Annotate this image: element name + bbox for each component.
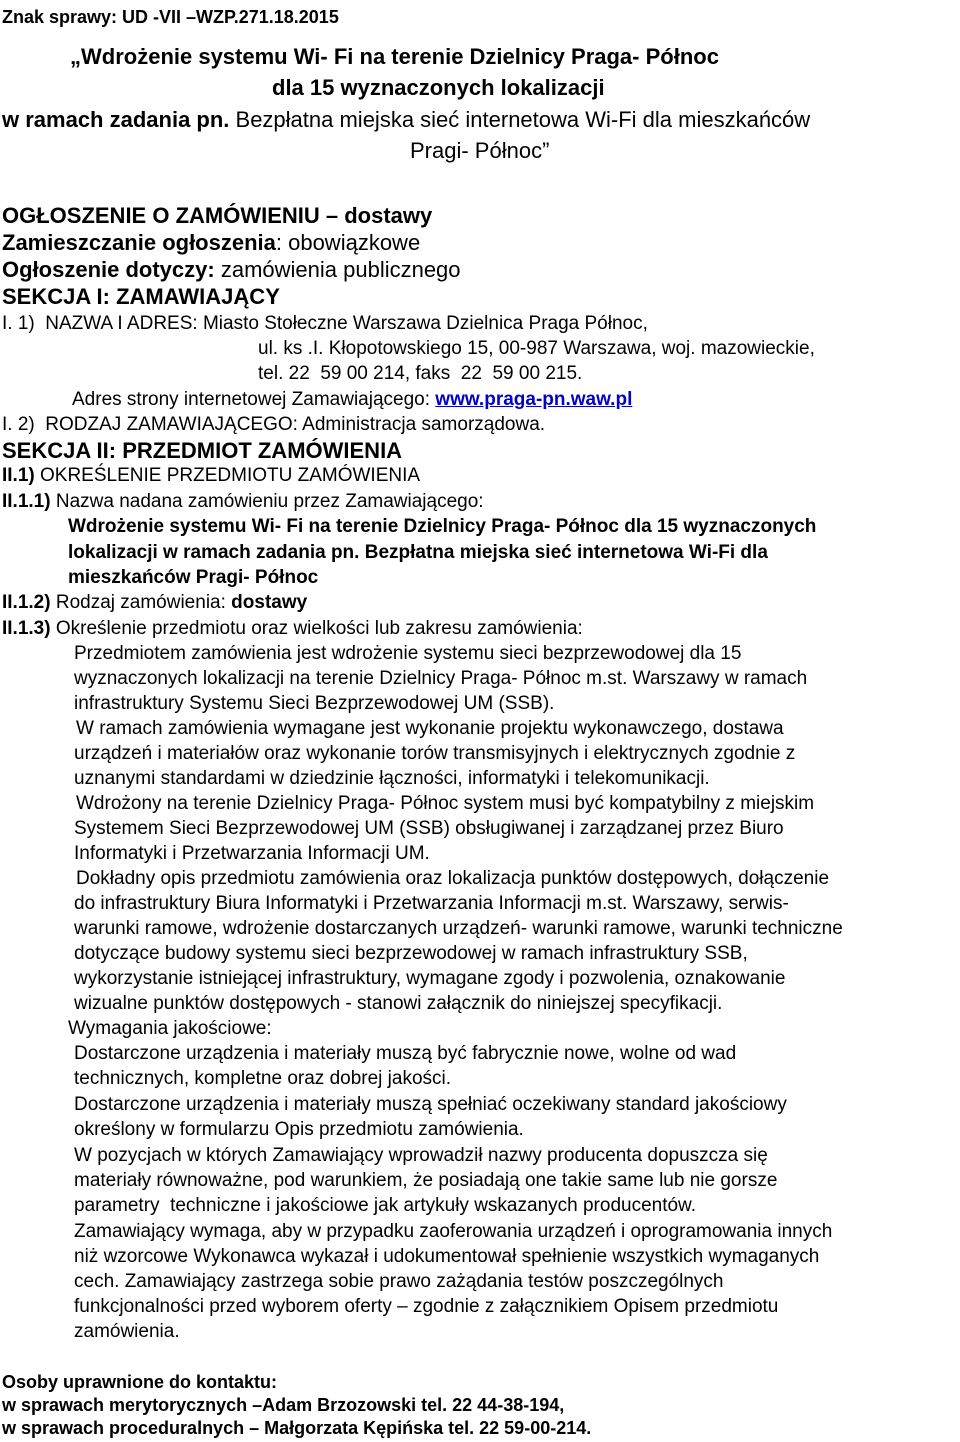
- body-line: Informatyki i Przetwarzania Informacji UM.: [74, 843, 430, 864]
- body-line: określony w formularzu Opis przedmiotu zamówienia.: [74, 1119, 524, 1140]
- case-reference: Znak sprawy: UD -VII –WZP.271.18.2015: [2, 7, 339, 27]
- section-2-1-2-prefix: II.1.2): [2, 592, 51, 613]
- section-2-1-3-text: Określenie przedmiotu oraz wielkości lub zakresu zamówienia:: [50, 618, 583, 639]
- body-line: Dostarczone urządzenia i materiały muszą być fabrycznie nowe, wolne od wad: [74, 1043, 737, 1064]
- body-line: parametry techniczne i jakościowe jak artykuły wskazanych producentów.: [74, 1195, 697, 1216]
- body-line: wyznaczonych lokalizacji na terenie Dzielnicy Praga- Północ m.st. Warszawy w ramach: [74, 668, 808, 689]
- body-line: Zamawiający wymaga, aby w przypadku zaoferowania urządzeń i oprogramowania innych: [74, 1221, 833, 1242]
- body-line: wykorzystanie istniejącej infrastruktury, wymagane zgody i pozwolenia, oznakowanie: [74, 968, 786, 989]
- body-line: W ramach zamówienia wymagane jest wykonanie projektu wykonawczego, dostawa: [76, 718, 784, 739]
- section-2-1: [2, 465, 420, 487]
- concerns-value: zamówienia publicznego: [214, 257, 461, 282]
- section-1-title: SEKCJA I: ZAMAWIAJĄCY: [2, 284, 280, 309]
- concerns-line: [2, 257, 461, 283]
- body-line: Wdrożony na terenie Dzielnicy Praga- Północ system musi być kompatybilny z miejskim: [76, 793, 815, 814]
- notice-heading-type: – dostawy: [319, 203, 433, 228]
- order-name-line-1: Wdrożenie systemu Wi- Fi na terenie Dzielnicy Praga- Północ dla 15 wyznaczonych: [68, 516, 817, 537]
- placement-label: Zamieszczanie ogłoszenia: [2, 230, 276, 255]
- title-line-1: „Wdrożenie systemu Wi- Fi na terenie Dzielnicy Praga- Północ: [70, 44, 719, 69]
- section-2-1-3: [2, 618, 583, 640]
- section-2-1-1: [2, 491, 484, 513]
- contacts-title: Osoby uprawnione do kontaktu:: [2, 1372, 278, 1392]
- website-line: [72, 389, 632, 411]
- title-line-3: [2, 107, 810, 133]
- section-2-1-1-prefix: II.1.1): [2, 491, 51, 512]
- section-2-1-text: OKREŚLENIE PRZEDMIOTU ZAMÓWIENIA: [34, 465, 421, 486]
- authority-type: [2, 414, 545, 436]
- body-line: urządzeń i materiałów oraz wykonanie torów transmisyjnych i elektrycznych zgodnie z: [74, 743, 796, 764]
- placement-value: : obowiązkowe: [275, 230, 421, 255]
- body-line: niż wzorcowe Wykonawca wykazał i udokumentował spełnienie wszystkich wymaganych: [74, 1246, 820, 1267]
- title-line-4: Pragi- Północ”: [410, 138, 550, 163]
- title-line-3b: Bezpłatna miejska sieć internetowa Wi-Fi dla mieszkańców: [235, 107, 811, 132]
- body-line: Wymagania jakościowe:: [68, 1018, 272, 1039]
- section-2-1-2: [2, 592, 307, 614]
- section-2-1-2-text: Rodzaj zamówienia:: [50, 592, 232, 613]
- notice-header: [2, 203, 432, 229]
- body-line: warunki ramowe, wdrożenie dostarczanych urządzeń- warunki ramowe, warunki techniczne: [74, 918, 843, 939]
- authority-type-text: RODZAJ ZAMAWIAJĄCEGO: Administracja samorządowa.: [34, 414, 546, 435]
- section-2-1-prefix: II.1): [2, 465, 35, 486]
- order-name-line-2: lokalizacji w ramach zadania pn. Bezpłatna miejska sieć internetowa Wi-Fi dla: [68, 542, 768, 563]
- body-line: infrastruktury Systemu Sieci Bezprzewodowej UM (SSB).: [74, 693, 555, 714]
- body-line: materiały równoważne, pod warunkiem, że posiadają one takie same lub nie gorsze: [74, 1170, 778, 1191]
- section-1-name: [2, 313, 648, 335]
- website-link[interactable]: www.praga-pn.waw.pl: [435, 389, 633, 410]
- body-line: funkcjonalności przed wyborem oferty – zgodnie z załącznikiem Opisem przedmiotu: [74, 1296, 779, 1317]
- body-line: cech. Zamawiający zastrzega sobie prawo zażądania testów poszczególnych: [74, 1271, 724, 1292]
- body-line: technicznych, kompletne oraz dobrej jakości.: [74, 1068, 452, 1089]
- section-2-1-1-text: Nazwa nadana zamówieniu przez Zamawiającego:: [50, 491, 484, 512]
- body-line: zamówienia.: [74, 1321, 180, 1342]
- body-line: do infrastruktury Biura Informatyki i Przetwarzania Informacji m.st. Warszawy, serwis-: [74, 893, 789, 914]
- order-name-line-3: mieszkańców Pragi- Północ: [68, 567, 319, 588]
- section-2-1-3-prefix: II.1.3): [2, 618, 51, 639]
- body-line: uznanymi standardami w dziedzinie łączności, informatyki i telekomunikacji.: [74, 768, 710, 789]
- authority-type-prefix: I. 2): [2, 414, 35, 435]
- body-line: Dostarczone urządzenia i materiały muszą spełniać oczekiwany standard jakościowy: [74, 1094, 787, 1115]
- body-line: W pozycjach w których Zamawiający wprowadził nazwy producenta dopuszcza się: [74, 1145, 768, 1166]
- body-line: Systemem Sieci Bezprzewodowej UM (SSB) obsługiwanej i zarządzanej przez Biuro: [74, 818, 784, 839]
- title-line-2: dla 15 wyznaczonych lokalizacji: [272, 75, 605, 100]
- title-line-3a: w ramach zadania pn.: [2, 107, 236, 132]
- body-line: Dokładny opis przedmiotu zamówienia oraz lokalizacja punktów dostępowych, dołączenie: [76, 868, 830, 889]
- section-1-name-text: NAZWA I ADRES: Miasto Stołeczne Warszawa Dzielnica Praga Północ,: [34, 313, 648, 334]
- section-1-name-prefix: I. 1): [2, 313, 35, 334]
- contacts-line-2: w sprawach proceduralnych – Małgorzata Kępińska tel. 22 59-00-214.: [2, 1418, 592, 1438]
- address-line-2: tel. 22 59 00 214, faks 22 59 00 215.: [258, 363, 583, 384]
- body-line: dotyczące budowy systemu sieci bezprzewodowej w ramach infrastruktury SSB,: [74, 943, 748, 964]
- body-line: wizualne punktów dostępowych - stanowi załącznik do niniejszej specyfikacji.: [74, 993, 723, 1014]
- website-label: Adres strony internetowej Zamawiającego:: [72, 389, 436, 410]
- contacts-line-1: w sprawach merytorycznych –Adam Brzozowski tel. 22 44-38-194,: [2, 1395, 565, 1415]
- notice-heading: OGŁOSZENIE O ZAMÓWIENIU: [2, 203, 320, 228]
- placement-line: [2, 230, 420, 256]
- address-line-1: ul. ks .I. Kłopotowskiego 15, 00-987 Warszawa, woj. mazowieckie,: [258, 338, 815, 359]
- order-type-value: dostawy: [231, 592, 308, 613]
- section-2-title: SEKCJA II: PRZEDMIOT ZAMÓWIENIA: [2, 438, 403, 463]
- concerns-label: Ogłoszenie dotyczy:: [2, 257, 215, 282]
- body-line: Przedmiotem zamówienia jest wdrożenie systemu sieci bezprzewodowej dla 15: [74, 643, 742, 664]
